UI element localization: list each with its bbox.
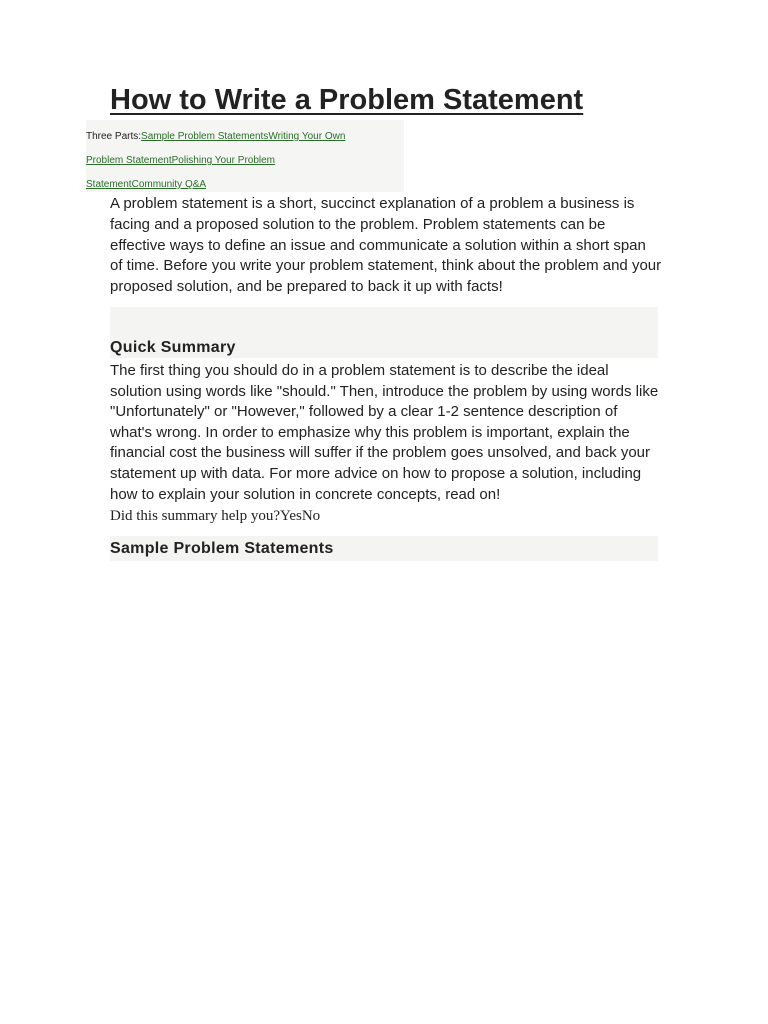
- intro-paragraph: A problem statement is a short, succinct explanation of a problem a business is facing and a proposed solution to the problem. Problem statements can be effective ways to define an issue and communicate a solution within a short span of time. Before you write your problem statement, think about the problem and your proposed solution, and be prepared to back it up with facts!: [110, 195, 662, 296]
- toc-line: [86, 178, 206, 192]
- toc-line: [86, 154, 275, 168]
- summary-heading: Quick Summary: [110, 339, 236, 356]
- toc-prefix: Three Parts:: [86, 131, 142, 142]
- toc-link-writing-your-own[interactable]: Writing Your Own: [268, 131, 346, 142]
- toc-link-polishing[interactable]: Polishing Your Problem: [171, 155, 276, 166]
- table-of-contents: [86, 120, 404, 192]
- toc-link-sample-problem-statements[interactable]: Sample Problem Statements: [141, 131, 269, 142]
- summary-feedback: [110, 507, 320, 525]
- page-title: How to Write a Problem Statement: [110, 84, 584, 116]
- feedback-yes-button[interactable]: Yes: [279, 508, 302, 524]
- feedback-no-button[interactable]: No: [301, 508, 321, 524]
- toc-line: [86, 130, 345, 144]
- section-heading-sample-problem-statements: Sample Problem Statements: [110, 540, 334, 557]
- toc-link-writing-your-own-cont[interactable]: Problem Statement: [86, 155, 172, 166]
- toc-link-community-qa[interactable]: Community Q&A: [131, 179, 207, 190]
- summary-text: The first thing you should do in a problem statement is to describe the ideal solution using words like "should." Then, introduce the problem by using words like "Unfortunately" or "However," followed by a clear 1-2 sentence description of what's wrong. In order to emphasize why this problem is important, explain the financial cost the business will suffer if the problem goes unsolved, and back your statement up with data. For more advice on how to propose a solution, including how to explain your solution in concrete concepts, read on!: [110, 362, 659, 503]
- feedback-question: Did this summary help you?: [110, 508, 280, 524]
- toc-link-polishing-cont[interactable]: Statement: [86, 179, 132, 190]
